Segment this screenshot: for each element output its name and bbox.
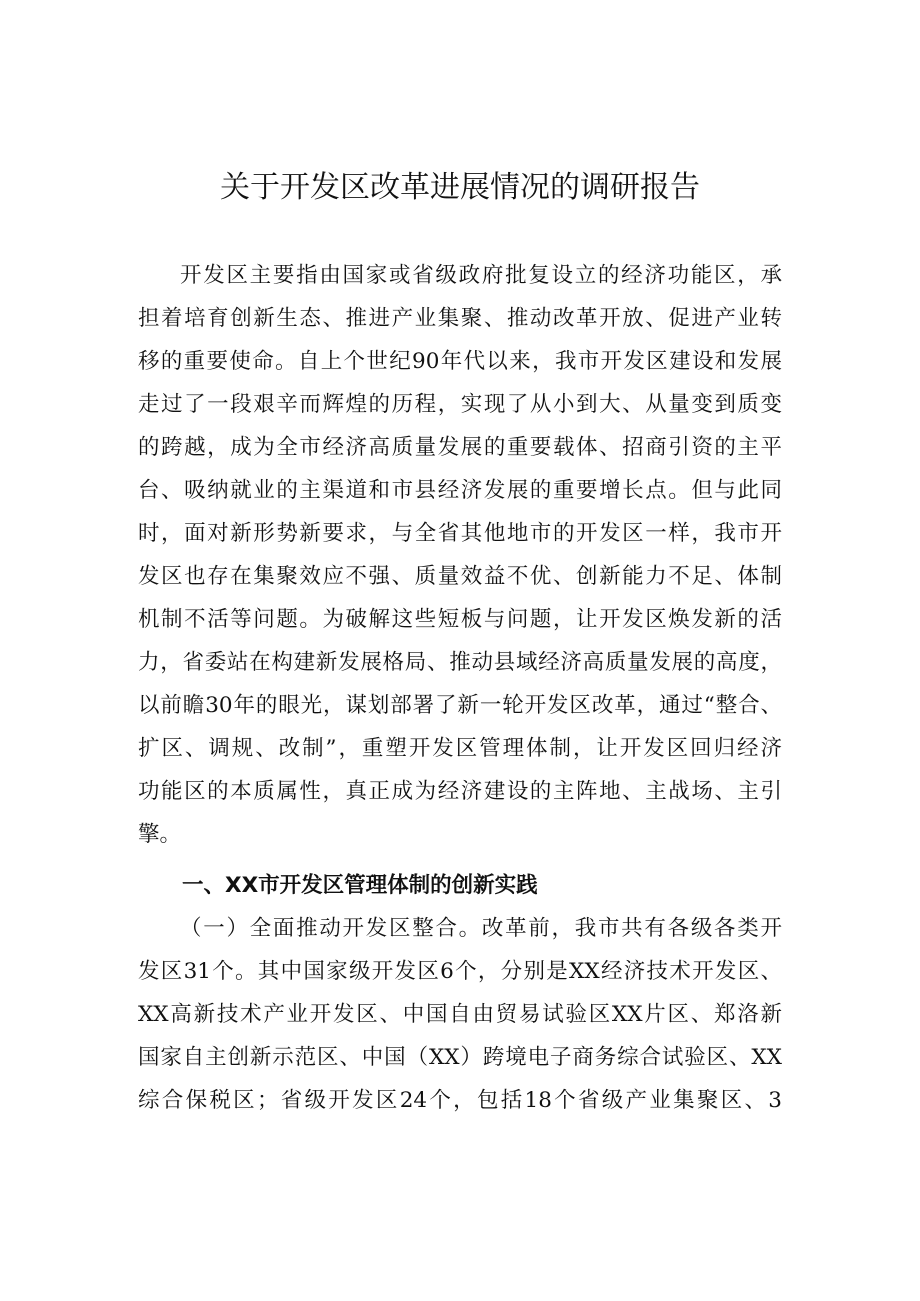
text-line: 移的重要使命。自上个世纪90年代以来，我市开发区建设和发展	[138, 349, 782, 374]
text-line: XX高新技术产业开发区、中国自由贸易试验区XX片区、郑洛新	[138, 1002, 782, 1027]
text-line: 力，省委站在构建新发展格局、推动县域经济高质量发展的高度，	[138, 650, 782, 675]
text-line: 时，面对新形势新要求，与全省其他地市的开发区一样，我市开	[138, 521, 782, 546]
text-line: 发区31个。其中国家级开发区6个，分别是XX经济技术开发区、	[138, 959, 782, 984]
text-line: 综合保税区；省级开发区24个，包括18个省级产业集聚区、3	[138, 1088, 782, 1113]
text-line: 的跨越，成为全市经济高质量发展的重要载体、招商引资的主平	[138, 435, 782, 460]
text-line: 以前瞻30年的眼光，谋划部署了新一轮开发区改革，通过“整合、	[138, 693, 782, 718]
text-line: 发区也存在集聚效应不强、质量效益不优、创新能力不足、体制	[138, 564, 782, 589]
document-title: 关于开发区改革进展情况的调研报告	[220, 170, 700, 205]
text-line: 走过了一段艰辛而辉煌的历程，实现了从小到大、从量变到质变	[138, 392, 782, 417]
text-line: 机制不活等问题。为破解这些短板与问题，让开发区焕发新的活	[138, 607, 782, 632]
text-line: 开发区主要指由国家或省级政府批复设立的经济功能区，承	[180, 263, 782, 288]
text-line: 功能区的本质属性，真正成为经济建设的主阵地、主战场、主引	[138, 779, 782, 804]
text-line: 担着培育创新生态、推进产业集聚、推动改革开放、促进产业转	[138, 306, 782, 331]
section-heading: 一、XX市开发区管理体制的创新实践	[182, 873, 538, 898]
text-line: 擎。	[138, 822, 182, 847]
text-line: 国家自主创新示范区、中国（XX）跨境电子商务综合试验区、XX	[138, 1045, 782, 1070]
text-line: 扩区、调规、改制”，重塑开发区管理体制，让开发区回归经济	[138, 736, 782, 761]
text-line: （一）全面推动开发区整合。改革前，我市共有各级各类开	[180, 916, 782, 941]
text-line: 台、吸纳就业的主渠道和市县经济发展的重要增长点。但与此同	[138, 478, 782, 503]
